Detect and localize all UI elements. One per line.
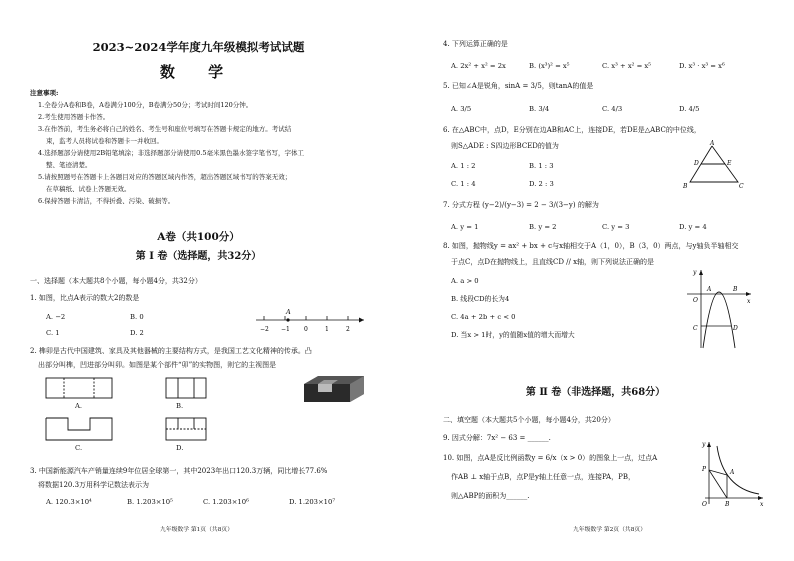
x-axis-label: x [760, 501, 764, 508]
q4-option-d[interactable]: D. x³ · x³ = x⁶ [679, 62, 725, 70]
point-e-label: E [727, 160, 732, 167]
page-footer: 九年级数学 第1页（共8页） [160, 527, 233, 533]
q1-option-d[interactable]: D. 2 [130, 329, 144, 337]
mortise-photo [300, 372, 368, 412]
section-a-heading: A卷（共100分） [157, 231, 240, 243]
q7-option-d[interactable]: D. y = 4 [679, 223, 707, 231]
question-6-line2: 则S△ADE : S四边形BCED的值为 [451, 142, 559, 150]
question-8-line2: 于点C，点D在抛物线上，且直线CD // x轴，则下列说法正确的是 [451, 258, 655, 266]
y-axis-label: y [693, 269, 697, 276]
notice-item: 2.考生使用答题卡作答。 [38, 113, 110, 121]
q4-option-c[interactable]: C. x³ + x² = x⁵ [602, 62, 651, 70]
point-a-label: A [707, 286, 712, 293]
q8-option-c[interactable]: C. 4a + 2b + c < 0 [451, 313, 516, 321]
q5-option-a[interactable]: A. 3/5 [451, 105, 472, 113]
page-footer: 九年级数学 第2页（共8页） [573, 527, 646, 533]
question-3-line2: 将数据120.3万用科学记数法表示为 [38, 481, 150, 489]
q2-label-a: A. [75, 402, 83, 410]
question-10-line2: 作AB ⊥ x轴于点B，点P是y轴上任意一点，连接PA，PB， [451, 473, 635, 481]
notice-item: 3.在作答前，考生务必将自己的姓名、考生号和座位号填写在答题卡规定的地方。考试结 [38, 125, 292, 133]
notice-item: 1.全卷分A卷和B卷，A卷满分100分，B卷满分50分；考试时间120分钟。 [38, 101, 253, 109]
x-axis-label: x [747, 298, 751, 305]
q3-option-a[interactable]: A. 120.3×10⁴ [46, 498, 92, 506]
question-1: 1. 如图，比点A表示的数大2的数是 [30, 294, 140, 302]
q8-option-a[interactable]: A. a > 0 [451, 277, 479, 285]
q3-option-c[interactable]: C. 1.203×10⁶ [203, 498, 249, 506]
point-d-label: D [733, 325, 738, 332]
notice-title: 注意事项: [30, 89, 59, 97]
q4-option-b[interactable]: B. (x³)² = x⁵ [529, 62, 570, 70]
q4-option-a[interactable]: A. 2x² + x² = 2x [451, 62, 506, 70]
part2-heading: 二、填空题（本大题共5个小题，每小题4分，共20分） [443, 416, 615, 424]
q2-label-c: C. [75, 444, 83, 452]
q3-option-d[interactable]: D. 1.203×10⁷ [289, 498, 336, 506]
point-a-label: A [730, 469, 735, 476]
origin-label: O [702, 501, 707, 508]
q8-option-b[interactable]: B. 线段CD的长为4 [451, 295, 510, 303]
section-2-heading: 第 Ⅱ 卷（非选择题，共68分） [525, 387, 666, 398]
point-b-label: B [733, 286, 738, 293]
hyperbola-figure [701, 438, 767, 508]
exam-title: 2023~2024学年度九年级模拟考试试题 [92, 40, 305, 54]
question-4: 4. 下列运算正确的是 [443, 40, 508, 48]
q1-option-c[interactable]: C. 1 [46, 329, 60, 337]
notice-item: 束，监考人员将试卷和答题卡一并收回。 [46, 137, 163, 145]
notice-item: 整、笔迹清楚。 [46, 161, 92, 169]
notice-item: 6.保持答题卡清洁，不得折叠、污染、破损等。 [38, 197, 175, 205]
axis-tick-label: −1 [281, 326, 290, 333]
question-7: 7. 分式方程 (y−2)/(y−3) = 2 − 3/(3−y) 的解为 [443, 201, 599, 209]
subject-title: 数 学 [159, 63, 238, 81]
parabola-figure [683, 266, 755, 350]
q6-option-d[interactable]: D. 2 : 3 [529, 180, 554, 188]
q5-option-b[interactable]: B. 3/4 [529, 105, 550, 113]
origin-label: O [693, 297, 698, 304]
notice-item: 5.请按照题号在答题卡上各题目对应的答题区域内作答，超出答题区域书写的答案无效； [38, 173, 292, 181]
question-10-line3: 则△ABP的面积为______. [451, 492, 530, 500]
section-1-heading: 第 Ⅰ 卷（选择题，共32分） [135, 251, 262, 262]
q2-figure-c[interactable] [46, 418, 112, 440]
vertex-b-label: B [683, 183, 688, 190]
question-10-line1: 10. 如图，点A是反比例函数y = 6/x（x > 0）的图象上一点，过点A [443, 454, 658, 462]
vertex-c-label: C [739, 183, 744, 190]
notice-item: 4.选择题部分请使用2B铅笔填涂；非选择题部分请使用0.5毫米黑色墨水签字笔书写，字体工 [38, 149, 304, 157]
q1-option-a[interactable]: A. −2 [46, 313, 66, 321]
q6-option-a[interactable]: A. 1 : 2 [451, 162, 476, 170]
q1-option-b[interactable]: B. 0 [130, 313, 144, 321]
q7-option-b[interactable]: B. y = 2 [529, 223, 557, 231]
q2-figure-a[interactable] [46, 378, 112, 398]
q8-option-d[interactable]: D. 当x > 1时，y的值随x值的增大而增大 [451, 331, 575, 339]
point-d-label: D [694, 160, 699, 167]
q2-figure-b[interactable] [166, 378, 206, 398]
y-axis-label: y [702, 441, 706, 448]
q7-option-c[interactable]: C. y = 3 [602, 223, 630, 231]
triangle-figure [682, 140, 752, 192]
question-2-line2: 出部分叫榫，凹进部分叫卯。如图是某个部件“卯”的实物图，则它的主视图是 [38, 361, 277, 369]
question-3-line1: 3. 中国新能源汽车产销量连续9年位居全球第一，其中2023年出口120.3万辆，同比增长77.6% [30, 467, 328, 475]
point-b-label: B [725, 501, 730, 508]
axis-tick-label: 2 [346, 326, 350, 333]
question-6-line1: 6. 在△ABC中，点D，E分别在边AB和AC上，连接DE，若DE是△ABC的中位线， [443, 126, 701, 134]
point-a-label: A [286, 308, 291, 316]
part1-heading: 一、选择题（本大题共8个小题，每小题4分，共32分） [30, 277, 202, 285]
number-line-figure [252, 304, 368, 336]
q6-option-b[interactable]: B. 1 : 3 [529, 162, 554, 170]
question-9: 9. 因式分解：7x² − 63 = ______. [443, 434, 551, 442]
q2-label-b: B. [176, 402, 184, 410]
q7-option-a[interactable]: A. y = 1 [451, 223, 479, 231]
question-8-line1: 8. 如图，抛物线y = ax² + bx + c与x轴相交于A（1，0），B（3，0）两点，与y轴负半轴相交 [443, 242, 739, 250]
axis-tick-label: 1 [325, 326, 329, 333]
q2-figure-d[interactable] [166, 418, 206, 440]
point-c-label: C [693, 325, 698, 332]
axis-tick-label: 0 [304, 326, 308, 333]
q5-option-d[interactable]: D. 4/5 [679, 105, 700, 113]
question-5: 5. 已知∠A是锐角，sinA = 3/5，则tanA的值是 [443, 82, 594, 90]
right-page [397, 0, 794, 561]
q5-option-c[interactable]: C. 4/3 [602, 105, 623, 113]
q2-label-d: D. [176, 444, 184, 452]
axis-tick-label: −2 [260, 326, 269, 333]
question-2-line1: 2. 榫卯是古代中国建筑、家具及其他器械的主要结构方式，是我国工艺文化精神的传承。凸 [30, 347, 312, 355]
q3-option-b[interactable]: B. 1.203×10⁵ [127, 498, 173, 506]
vertex-a-label: A [710, 140, 715, 147]
notice-item: 在草稿纸、试卷上答题无效。 [46, 185, 131, 193]
point-p-label: P [702, 466, 707, 473]
q6-option-c[interactable]: C. 1 : 4 [451, 180, 476, 188]
